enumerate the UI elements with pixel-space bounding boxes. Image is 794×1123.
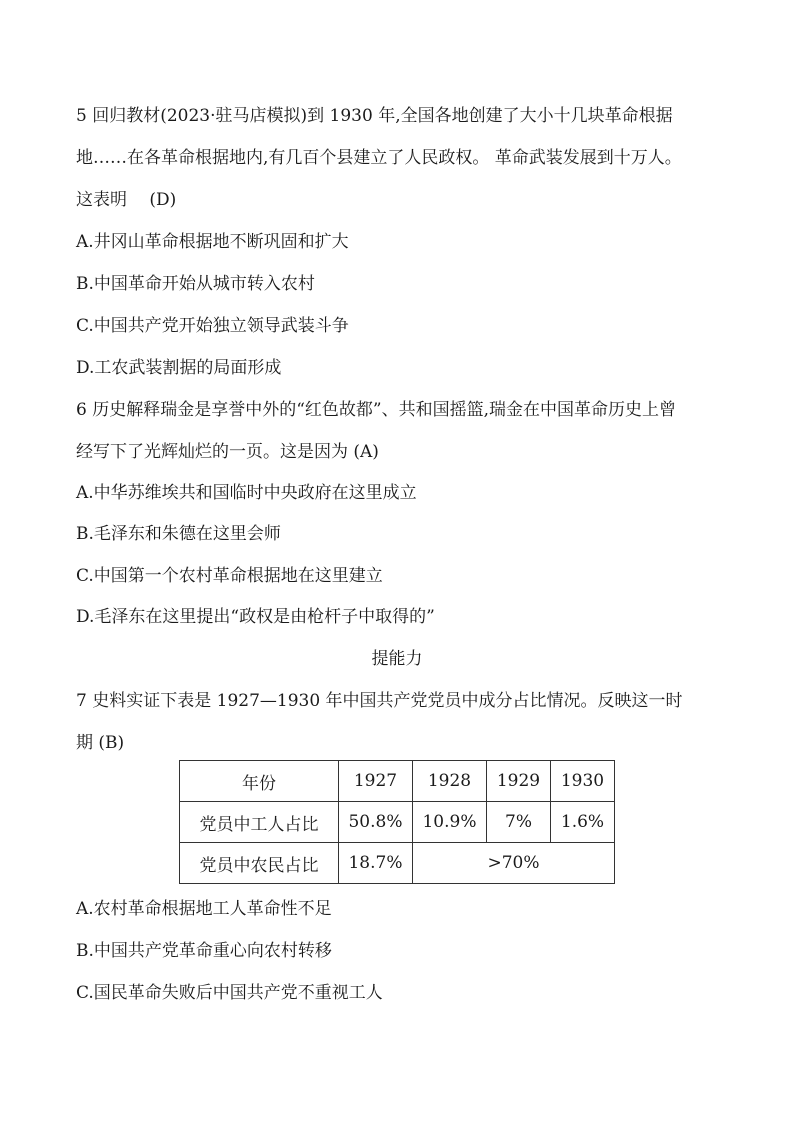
q5-option-d: D.工农武装割据的局面形成 bbox=[76, 358, 282, 378]
header-cell-1929: 1929 bbox=[487, 761, 551, 802]
q6-option-d: D.毛泽东在这里提出“政权是由枪杆子中取得的” bbox=[76, 607, 435, 627]
row-label-farmers: 党员中农民占比 bbox=[180, 843, 339, 884]
table-header-row bbox=[180, 761, 615, 802]
table-cell: 50.8% bbox=[339, 802, 413, 843]
q6-option-a: A.中华苏维埃共和国临时中央政府在这里成立 bbox=[76, 483, 417, 503]
q6-stem-line-2: 经写下了光辉灿烂的一页。这是因为 (A) bbox=[76, 442, 379, 462]
header-cell-1928: 1928 bbox=[413, 761, 487, 802]
q7-stem-line-1: 7 史料实证下表是 1927—1930 年中国共产党党员中成分占比情况。反映这一时 bbox=[76, 691, 683, 711]
header-cell-1930: 1930 bbox=[551, 761, 615, 802]
q5-stem-line-2: 地……在各革命根据地内,有几百个县建立了人民政权。 革命武装发展到十万人。 bbox=[76, 148, 682, 168]
q7-option-b: B.中国共产党革命重心向农村转移 bbox=[76, 941, 332, 961]
q7-option-c: C.国民革命失败后中国共产党不重视工人 bbox=[76, 983, 383, 1003]
membership-table bbox=[179, 760, 615, 884]
table-cell: 18.7% bbox=[339, 843, 413, 884]
table-row-farmers bbox=[180, 843, 615, 884]
table-row-workers bbox=[180, 802, 615, 843]
q6-option-b: B.毛泽东和朱德在这里会师 bbox=[76, 524, 281, 544]
header-cell-1927: 1927 bbox=[339, 761, 413, 802]
table-cell: 7% bbox=[487, 802, 551, 843]
header-cell-year: 年份 bbox=[180, 761, 339, 802]
q7-stem-line-2: 期 (B) bbox=[76, 733, 125, 753]
row-label-workers: 党员中工人占比 bbox=[180, 802, 339, 843]
q7-option-a: A.农村革命根据地工人革命性不足 bbox=[76, 899, 332, 919]
q5-option-a: A.井冈山革命根据地不断巩固和扩大 bbox=[76, 232, 349, 252]
q6-stem-line-1: 6 历史解释瑞金是享誉中外的“红色故都”、共和国摇篮,瑞金在中国革命历史上曾 bbox=[76, 400, 677, 420]
q5-stem-line-1: 5 回归教材(2023·驻马店模拟)到 1930 年,全国各地创建了大小十几块革命根据 bbox=[76, 106, 673, 126]
table-cell-merged: >70% bbox=[413, 843, 615, 884]
q5-stem-line-3: 这表明 (D) bbox=[76, 190, 177, 210]
section-title: 提能力 bbox=[371, 649, 423, 669]
table-cell: 1.6% bbox=[551, 802, 615, 843]
q5-option-c: C.中国共产党开始独立领导武装斗争 bbox=[76, 316, 349, 336]
q5-option-b: B.中国革命开始从城市转入农村 bbox=[76, 274, 315, 294]
table-cell: 10.9% bbox=[413, 802, 487, 843]
q6-option-c: C.中国第一个农村革命根据地在这里建立 bbox=[76, 566, 383, 586]
